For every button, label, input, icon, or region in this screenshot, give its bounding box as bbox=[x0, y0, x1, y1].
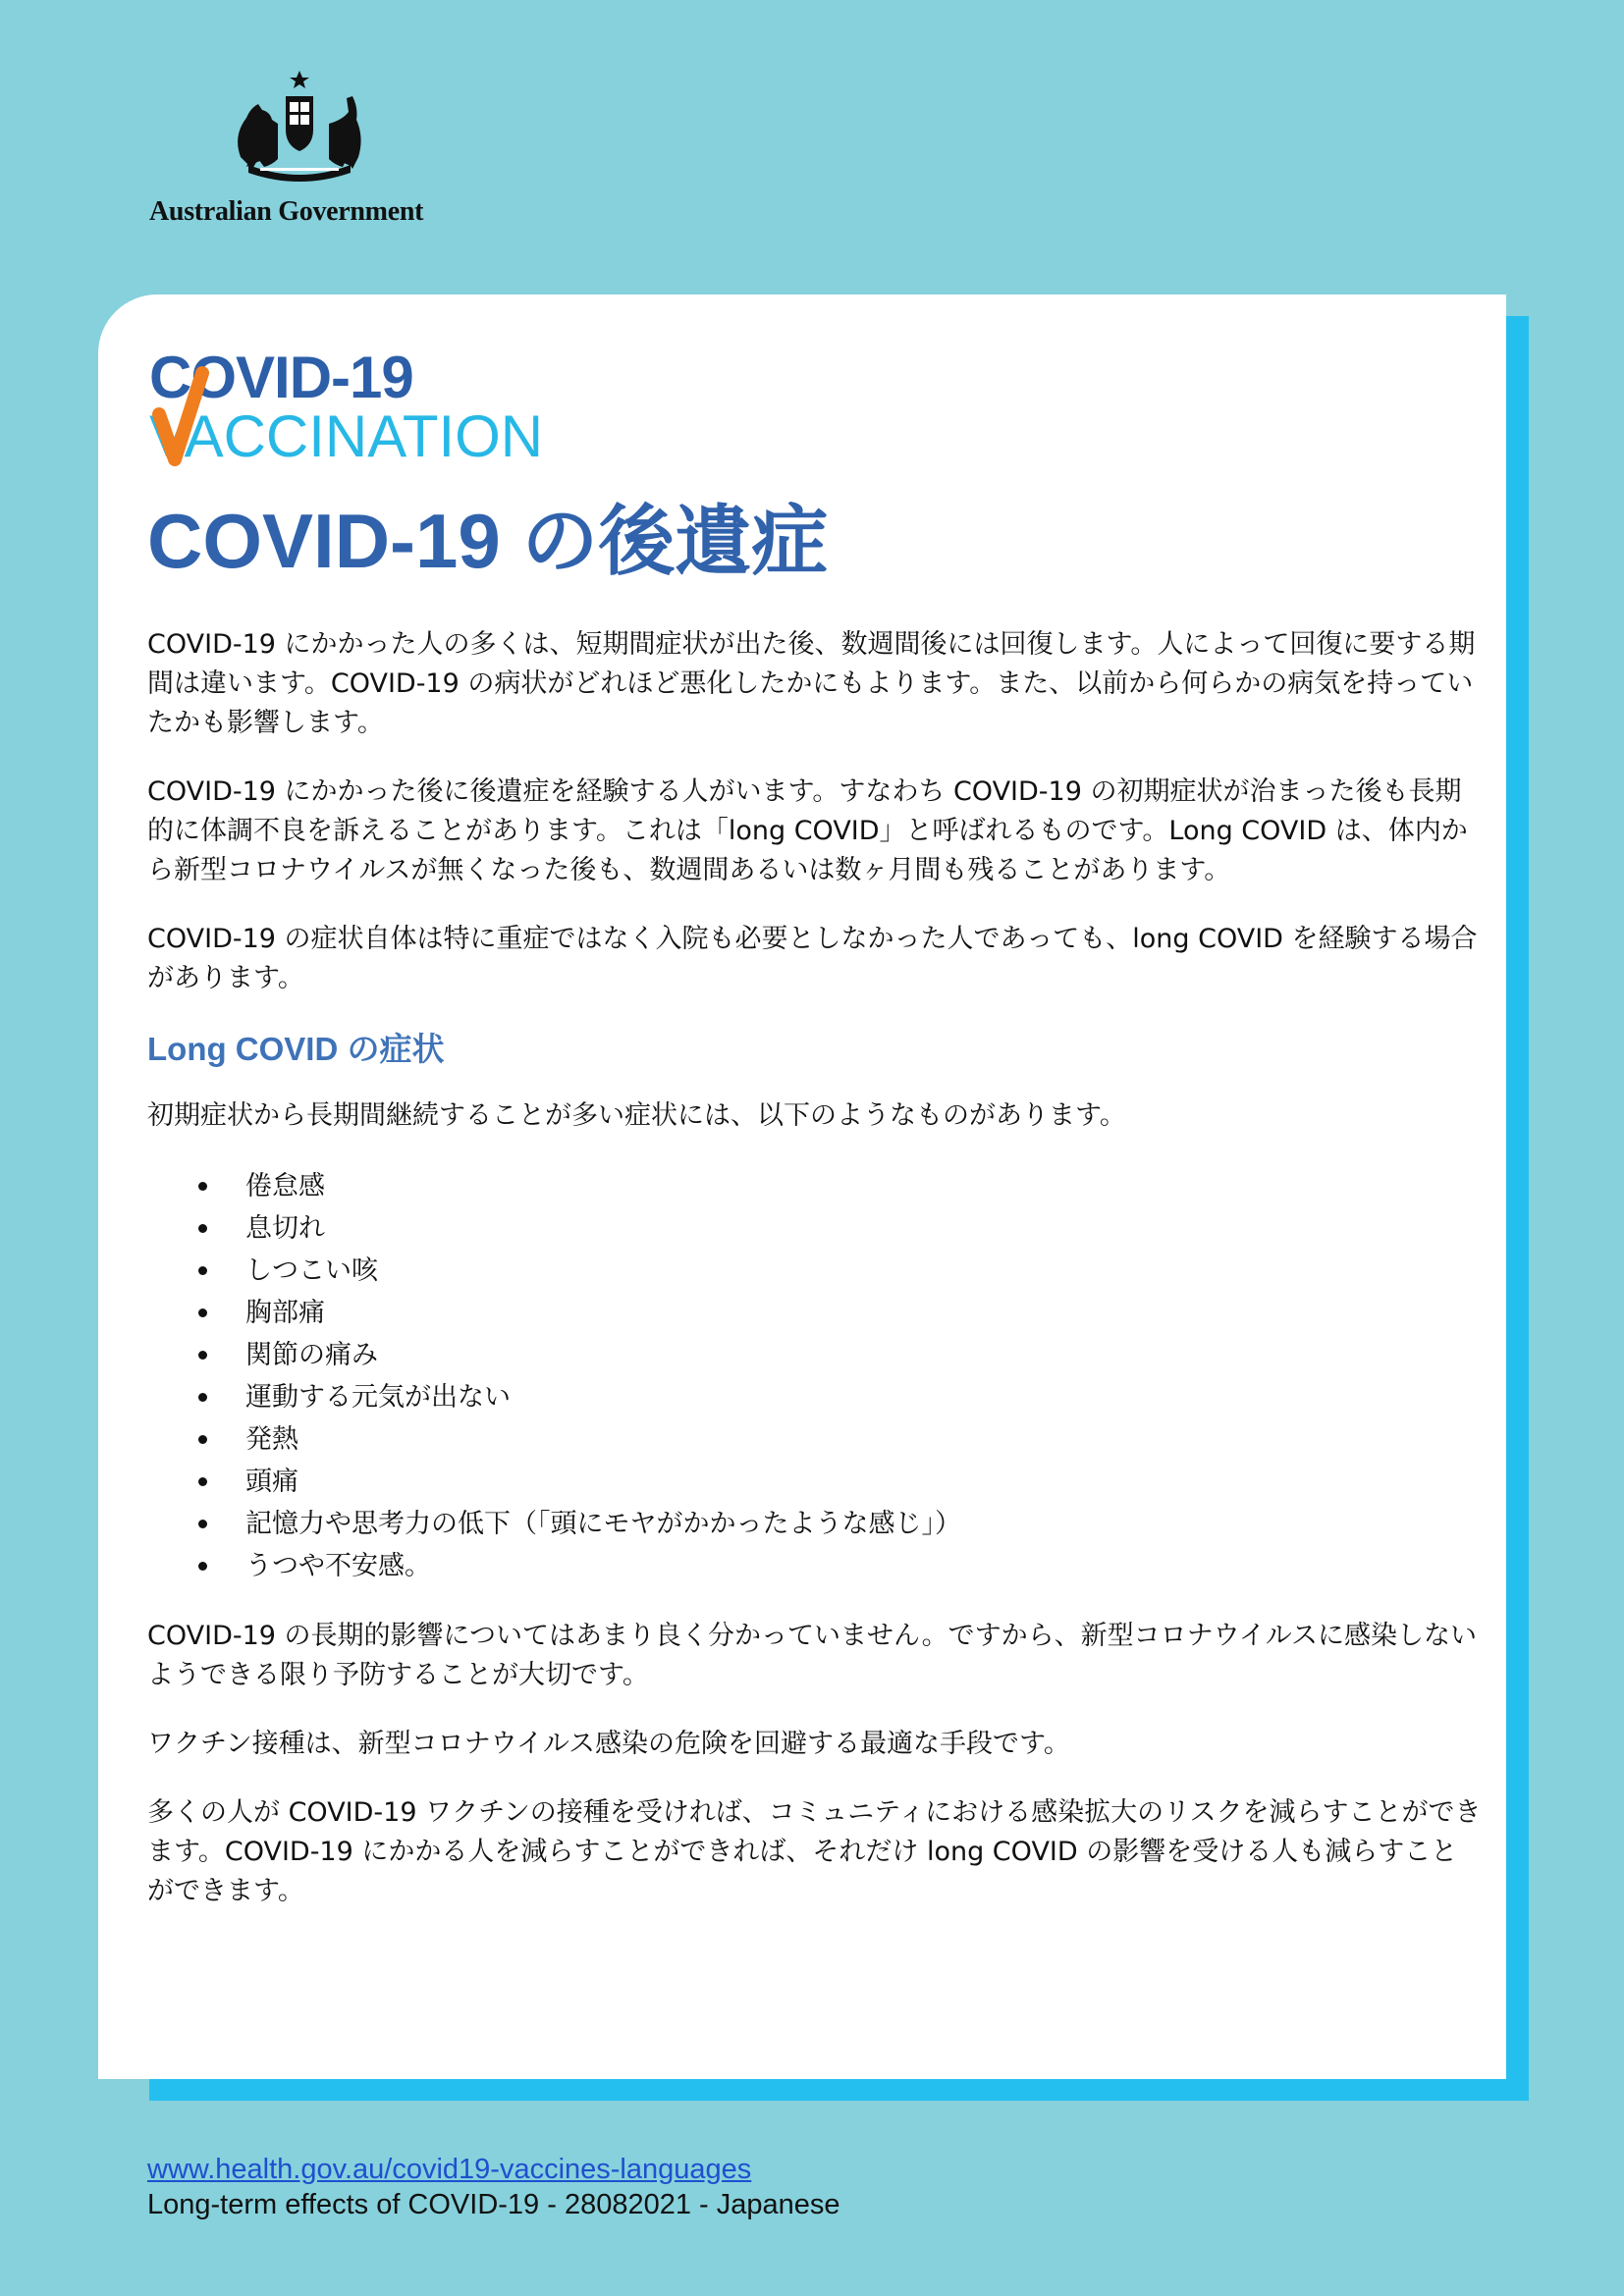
list-item: 関節の痛み bbox=[147, 1334, 1483, 1376]
list-item: 倦怠感 bbox=[147, 1165, 1483, 1207]
page-title: COVID-19 の後遺症 bbox=[147, 498, 829, 584]
intro-paragraph: COVID-19 にかかった後に後遺症を経験する人がいます。すなわち COVID-19 の初期症状が治まった後も長期的に体調不良を訴えることがあります。これは「long COVID」と呼ばれるものです。Long COVID は、体内から新型コロナウイルスが無くなった後も、数週間あるいは数ヶ月間も残ることがあります。 bbox=[147, 776, 1468, 885]
closing-paragraph: 多くの人が COVID-19 ワクチンの接種を受ければ、コミュニティにおける感染拡大のリスクを減らすことができます。COVID-19 にかかる人を減らすことができれば、それだけ long COVID の影響を受ける人も減らすことができます。 bbox=[147, 1797, 1482, 1906]
closing-paragraph: ワクチン接種は、新型コロナウイルス感染の危険を回避する最適な手段です。 bbox=[147, 1729, 1070, 1759]
intro-paragraph: COVID-19 にかかった人の多くは、短期間症状が出た後、数週間後には回復します。人によって回復に要する期間は違います。COVID-19 の病状がどれほど悪化したかにもよります。また、以前から何らかの病気を持っていたかも影響します。 bbox=[147, 629, 1476, 738]
vaccines-languages-link[interactable]: www.health.gov.au/covid19-vaccines-languages bbox=[147, 2154, 752, 2185]
australian-government-logo bbox=[147, 69, 452, 236]
footer bbox=[147, 2152, 840, 2222]
list-item: うつや不安感。 bbox=[147, 1545, 1483, 1587]
symptoms-list bbox=[147, 1165, 1483, 1587]
closing-paragraph: COVID-19 の長期的影響についてはあまり良く分かっていません。ですから、新型コロナウイルスに感染しないようできる限り予防することが大切です。 bbox=[147, 1621, 1477, 1690]
list-item: 記憶力や思考力の低下（「頭にモヤがかかったような感じ」） bbox=[147, 1503, 1483, 1545]
symptoms-heading: Long COVID の症状 bbox=[147, 1031, 445, 1067]
list-item: 運動する元気が出ない bbox=[147, 1376, 1483, 1418]
content-card bbox=[98, 294, 1506, 2079]
brand-line-1: COVID-19 bbox=[149, 345, 413, 410]
document-reference: Long-term effects of COVID-19 - 28082021 - Japanese bbox=[147, 2189, 840, 2220]
intro-paragraph: COVID-19 の症状自体は特に重症ではなく入院も必要としなかった人であっても、long COVID を経験する場合があります。 bbox=[147, 924, 1478, 993]
government-name: Australian Government bbox=[149, 196, 424, 227]
brand-line-2: VACCINATION bbox=[149, 403, 544, 469]
symptoms-lead: 初期症状から長期間継続することが多い症状には、以下のようなものがあります。 bbox=[147, 1100, 1126, 1131]
list-item: しつこい咳 bbox=[147, 1250, 1483, 1292]
list-item: 頭痛 bbox=[147, 1461, 1483, 1503]
checkmark-icon bbox=[151, 363, 210, 466]
coat-of-arms-icon bbox=[221, 69, 378, 191]
covid-vaccination-logo bbox=[149, 344, 591, 469]
article-body bbox=[147, 625, 1483, 1941]
list-item: 息切れ bbox=[147, 1207, 1483, 1250]
list-item: 発熱 bbox=[147, 1418, 1483, 1461]
list-item: 胸部痛 bbox=[147, 1292, 1483, 1334]
